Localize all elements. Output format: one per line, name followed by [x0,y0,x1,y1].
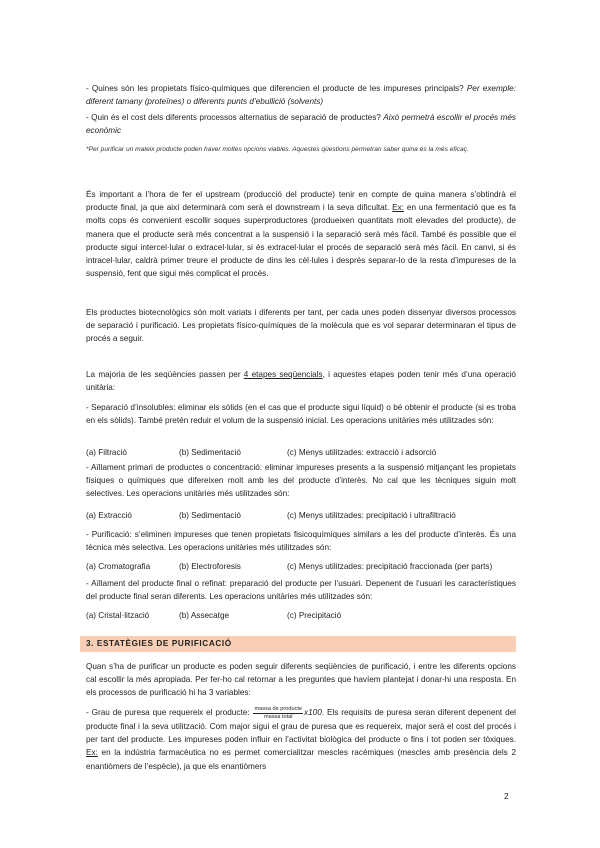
bullet-question-2-text: - Quin és el cost dels diferents processos alternatius de separació de productes? [86,113,384,122]
op-1a: (a) Filtració [86,448,127,457]
operations-row-3 [86,560,516,573]
page-number: 2 [504,792,509,801]
upstream-example-label: Ex: [392,203,404,213]
operations-row-1 [86,446,516,459]
purity-text-after: en la indústria farmacèutica no es permet comercialitzar mescles racèmiques (mescles amb presència dels 2 enantiòmers de l’espècie), ja que els enantiòmers [86,748,516,771]
stages-text-after: , i aquestes etapes poden tenir més d’una operació unitària: [86,370,516,393]
upstream-text-before: És important a l’hora de fer el upstream (producció del producte) tenir en compte de quina manera s’obtindrà el producte final, ja que així determinarà com serà el downstream i la seva dificultat. [86,190,516,213]
operations-row-2 [86,509,516,522]
purity-text-before: - Grau de puresa que requereix el producte: [86,708,253,718]
op-3b: (b) Electroforesis [179,562,241,571]
stages-text-before: La majoria de les seqüències passen per [86,370,244,379]
purity-example-label: Ex: [86,748,98,758]
footnote: *Per purificar un mateix producte poden haver moltes opcions viables. Aquestes qüestions permetran saber quina és la més eficaç. [86,146,469,153]
stage-separation-insolubles: - Separació d’insolubles: eliminar els sòlids (en el cas que el producte sigui líquid) o bé obtenir el producte (si es troba en els sòlids). També pretén reduir el volum de la suspensió inicial. Les operacions unitàries més utilitzades són: [86,403,516,426]
purity-times-100: x100 [304,708,322,718]
stage-purification: - Purificació: s’eliminen impureses que tenen propietats fisicoquímiques similars a les del producte d’interès. És una tècnica més selectiva. Les operacions unitàries més utilitzades són: [86,530,516,553]
stage-primary-isolation: - Aïllament primari de productes o concentració: eliminar impureses presents a la suspensió mitjançant les propietats físiques o químiques que difereixen molt amb les del producte d’interès. No cal que les tècniques siguin molt selectives. Les operacions unitàries més utilitzades són: [86,463,516,499]
op-3a: (a) Cromatografia [86,562,151,571]
op-2c: (c) Menys utilitzades: precipitació i ultrafiltració [287,511,456,520]
op-1b: (b) Sedimentació [179,448,241,457]
paragraph-biotech: Els productes biotecnològics són molt variats i diferents per tant, per cada unes poden dissenyar diversos processos de separació i purificació. Les propietats físico-químiques de la molècula que es vol separar determinaran el tipus de procés a seguir. [86,308,516,344]
section-heading-text: 3. ESTATÈGIES DE PURIFICACIÓ [86,639,232,648]
op-4a: (a) Cristal·lització [86,611,150,620]
paragraph-strategies: Quan s’ha de purificar un producte es poden seguir diferents seqüències de purificació, i entre les diferents opcions cal escollir la més apropiada. Per fer-ho cal retornar a les preguntes que havíem plantejat i donar-hi una resposta. En els processos de purificació hi ha 3 variables: [86,662,516,698]
bullet-question-2 [86,111,516,137]
op-2b: (b) Sedimentació [179,511,241,520]
operations-row-4 [86,609,516,622]
op-4c: (c) Precipitació [287,611,342,620]
paragraph-stages [86,368,516,394]
purity-fraction-numerator: massa de producte [254,706,303,712]
stage-final-isolation: - Aïllament del producte final o refinat: preparació del producte per l’usuari. Depenent de l’usuari les característiques del producte final seran diferents. Les operacions unitàries més utilitzades són: [86,579,516,602]
op-4b: (b) Assecatge [179,611,230,620]
op-1c: (c) Menys utilitzades: extracció i adsorció [287,448,437,457]
bullet-question-1 [86,82,516,108]
bullet-question-2-example: Això permetrà escollir el procés més econòmic [86,113,516,136]
bullet-question-1-text: - Quines són les propietats físico-químiques que diferencien el producte de les impureses principals? [86,84,467,93]
section-heading-3 [80,636,516,652]
upstream-text-after: en una fermentació que es fa molts cops és convenient escollir soques superproductores (produeixen quantitats molt elevades del producte), de manera que el producte serà més concentrat a la suspensió i la separació serà més fàcil. També és possible que el producte sigui intercel·lular o extracel·lular, si és extracel·lular el procés de separació serà més fàcil. En canvi, si és intracel·lular, caldrà primer treure el producte de dins les cèl·lules i després separar-lo de la resta d’impureses de la suspensió, fent que sigui més complicat el procés. [86,203,516,279]
purity-fraction-denominator: massa total [263,713,293,720]
stages-underlined: 4 etapes seqüencials [243,370,323,379]
purity-text-mid: . Els requisits de puresa seran diferent depenent del producte final i la seva utilització. Com major sigui el grau de puresa que es requereix, major serà el cost del procés i per tant del producte. Les impureses poden influir en l’activitat biològica del producte o fins i tot poden ser tòxiques. [86,708,517,745]
paragraph-purity [86,706,516,773]
paragraph-upstream [86,188,516,280]
bullet-question-1-example: Per exemple: diferent tamany (proteïnes) o diferents punts d’ebullició (solvents) [86,84,516,107]
op-3c: (c) Menys utilitzades: precipitació fraccionada (per parts) [287,562,493,571]
op-2a: (a) Extracció [86,511,132,520]
purity-fraction [253,706,303,720]
